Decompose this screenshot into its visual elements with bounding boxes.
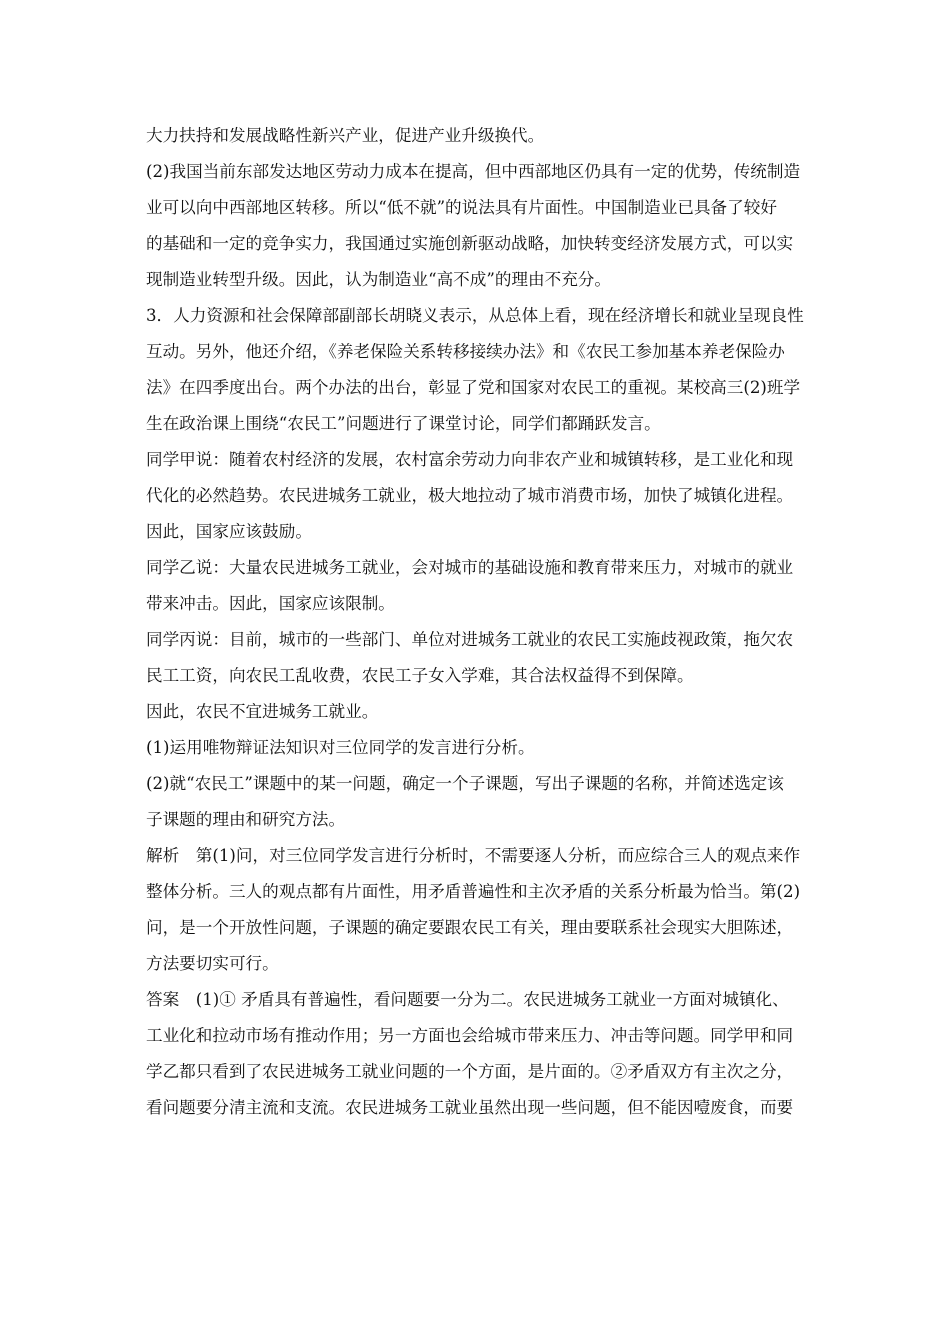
- text-line: 看问题要分清主流和支流。农民进城务工就业虽然出现一些问题，但不能因噎废食，而要: [146, 1098, 794, 1117]
- text-line: 问，是一个开放性问题，子课题的确定要跟农民工有关，理由要联系社会现实大胆陈述，: [146, 918, 794, 937]
- text-line: 方法要切实可行。: [146, 954, 279, 973]
- text-line: 业可以向中西部地区转移。所以“低不就”的说法具有片面性。中国制造业已具备了较好: [146, 198, 777, 217]
- text-line: 法》在四季度出台。两个办法的出台，彰显了党和国家对农民工的重视。某校高三(2)班学: [146, 378, 801, 397]
- text-line: 工业化和拉动市场有推动作用；另一方面也会给城市带来压力、冲击等问题。同学甲和同: [146, 1026, 794, 1045]
- text-line: 同学甲说：随着农村经济的发展，农村富余劳动力向非农产业和城镇转移，是工业化和现: [146, 450, 794, 469]
- text-line: 同学乙说：大量农民进城务工就业，会对城市的基础设施和教育带来压力，对城市的就业: [146, 558, 794, 577]
- text-line: 解析 第(1)问，对三位同学发言进行分析时，不需要逐人分析，而应综合三人的观点来作: [146, 846, 801, 865]
- text-line: 同学丙说：目前，城市的一些部门、单位对进城务工就业的农民工实施歧视政策，拖欠农: [146, 630, 794, 649]
- text-line: (2)我国当前东部发达地区劳动力成本在提高，但中西部地区仍具有一定的优势，传统制造: [146, 162, 801, 181]
- text-line: 3．人力资源和社会保障部副部长胡晓义表示，从总体上看，现在经济增长和就业呈现良性: [146, 306, 804, 325]
- text-line: 生在政治课上围绕“农民工”问题进行了课堂讨论，同学们都踊跃发言。: [146, 414, 661, 433]
- text-line: 答案 (1)① 矛盾具有普遍性，看问题要一分为二。农民进城务工就业一方面对城镇化、: [146, 990, 789, 1009]
- text-line: (1)运用唯物辩证法知识对三位同学的发言进行分析。: [146, 738, 535, 757]
- text-line: 因此，农民不宜进城务工就业。: [146, 702, 379, 721]
- text-line: 学乙都只看到了农民进城务工就业问题的一个方面，是片面的。②矛盾双方有主次之分，: [146, 1062, 794, 1081]
- text-line: 民工工资，向农民工乱收费，农民工子女入学难，其合法权益得不到保障。: [146, 666, 694, 685]
- text-line: 现制造业转型升级。因此，认为制造业“高不成”的理由不充分。: [146, 270, 611, 289]
- text-line: 代化的必然趋势。农民进城务工就业，极大地拉动了城市消费市场，加快了城镇化进程。: [146, 486, 794, 505]
- text-line: 整体分析。三人的观点都有片面性，用矛盾普遍性和主次矛盾的关系分析最为恰当。第(2): [146, 882, 801, 901]
- text-line: 子课题的理由和研究方法。: [146, 810, 346, 829]
- text-line: 的基础和一定的竞争实力，我国通过实施创新驱动战略，加快转变经济发展方式，可以实: [146, 234, 794, 253]
- text-line: (2)就“农民工”课题中的某一问题，确定一个子课题，写出子课题的名称，并简述选定该: [146, 774, 784, 793]
- text-line: 互动。另外，他还介绍，《养老保险关系转移接续办法》和《农民工参加基本养老保险办: [146, 342, 785, 361]
- text-line: 带来冲击。因此，国家应该限制。: [146, 594, 395, 613]
- text-line: 因此，国家应该鼓励。: [146, 522, 312, 541]
- text-line: 大力扶持和发展战略性新兴产业，促进产业升级换代。: [146, 126, 545, 145]
